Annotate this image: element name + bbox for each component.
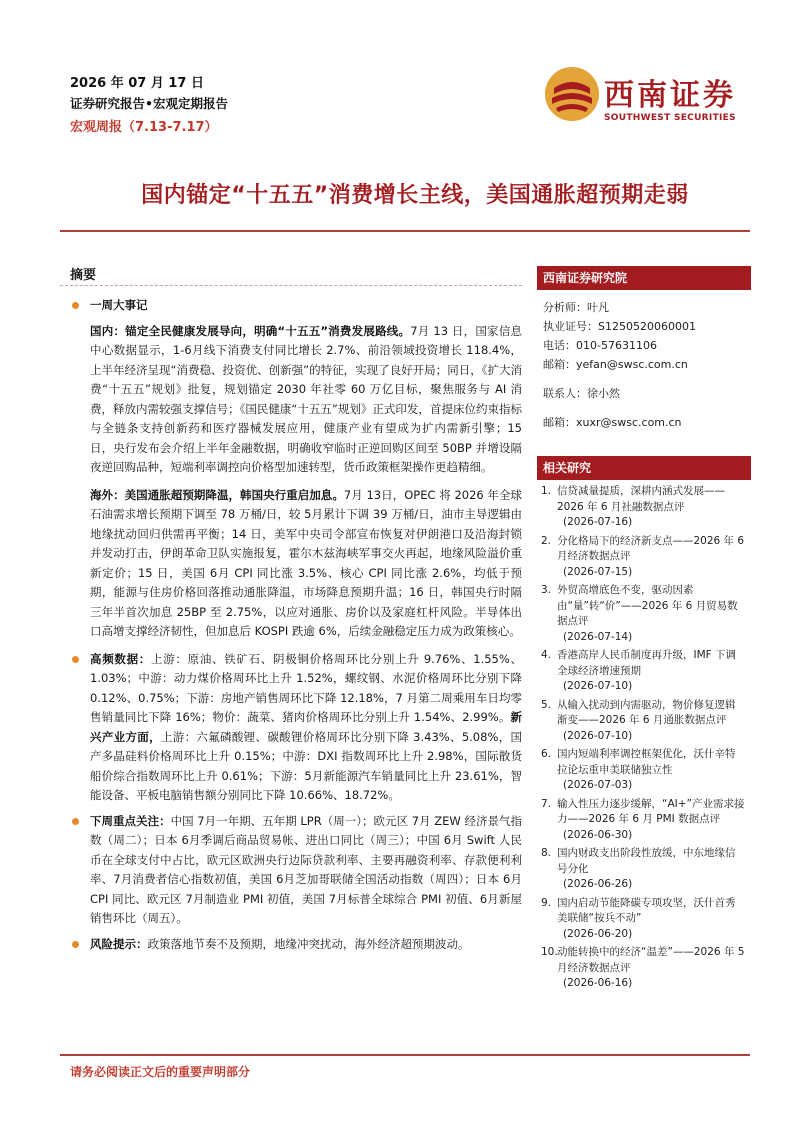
related-item-number: 8. xyxy=(541,847,552,859)
related-item-title: 从输入扰动到内需驱动，物价修复逻辑渐变——2026 年 6 月通胀数据点评 xyxy=(557,698,736,726)
abstract-divider xyxy=(60,285,522,286)
domestic-lead: 国内：锚定全民健康发展导向，明确“十五五”消费发展路线。 xyxy=(90,323,411,338)
related-item-number: 1. xyxy=(541,485,552,497)
bullet-risk xyxy=(70,935,522,955)
related-item-date: (2026-07-16) xyxy=(563,516,633,528)
bullet-next-week xyxy=(70,812,522,929)
domestic-text: 7月 13 日，国家信息中心数据显示，1-6月线下消费支付同比增长 2.7%、前沿领域投资增长 118.4%，上半年经济呈现“消费稳、投资优、创新强”的特征，实现了良好开局；同日，《扩大消费“十五五”规划》批复，规划锚定 2030 年社零 60 万亿目标，聚焦服务与 AI 消费，释放内需较强支撑信号；《国民健康“十五五”规划》正式印发，首提床位约束指标与全链条支持创新药和医疗器械发展应用，健康产业有望成为扩内需新引擎；15 日，央行发布会介绍上半年金融数据，明确收窄临时正逆回购区间至 50BP 并增设隔夜逆回购品种，短端利率调控向价格型加速转型，货币政策框架操作更趋精细。 xyxy=(90,323,522,474)
related-item-title: 信贷减量提质，深耕内涵式发展——2026 年 6 月社融数据点评 xyxy=(557,485,725,513)
overseas-text: 7月 13日，OPEC 将 2026 年全球石油需求增长预期下调至 78 万桶/日，较 5月累计下调 39 万桶/日，油市主导逻辑由地缘扰动回归供需再平衡；14 日，美军中央司令部宣布恢复对伊朗港口及沿海封锁并发动打击，伊朗革命卫队实施报复，霍尔木兹海峡军事交火再起，地缘风险溢价重新定价；15 日，美国 6月 CPI 同比涨 3.5%、核心 CPI 同比涨 2.6%，均低于预期，能源与住房价格回落推动通胀降温，市场降息预期升温；16 日，韩国央行时隔三年半首次加息 25BP 至 2.75%，以应对通胀、房价以及家庭杠杆风险。半导体出口高增支撑经济韧性，但加息后 KOSPI 跌逾 6%，后续金融稳定压力成为政策核心。 xyxy=(90,487,522,638)
related-item-title: 分化格局下的经济新支点——2026 年 6 月经济数据点评 xyxy=(557,534,745,562)
related-item-number: 9. xyxy=(541,896,552,909)
new-industry-lead: 新兴产业方面， xyxy=(90,710,522,744)
contact-name: 联系人：徐小然 xyxy=(543,387,620,400)
bullet-dot-icon xyxy=(72,656,79,663)
related-item-number: 5. xyxy=(541,698,552,711)
bullet-high-frequency xyxy=(70,650,522,806)
analyst-license: 执业证号：S1250520060001 xyxy=(543,320,696,333)
overseas-paragraph xyxy=(70,486,522,642)
related-item-number: 6. xyxy=(541,748,552,760)
hf-lead: 高频数据： xyxy=(90,651,152,666)
section-label: 一周大事记 xyxy=(90,298,148,312)
related-research-header: 相关研究 xyxy=(537,456,751,480)
logo-mark-icon xyxy=(544,66,600,122)
abstract-body xyxy=(70,296,522,960)
related-research-item[interactable] xyxy=(541,534,745,581)
related-research-item[interactable] xyxy=(541,797,745,844)
related-item-title: 国内启动节能降碳专项攻坚，沃什首秀美联储“按兵不动” xyxy=(557,896,736,924)
related-item-date: (2026-07-10) xyxy=(563,729,633,742)
new-industry-text: 上游：六氟磷酸锂、碳酸锂价格周环比分别下降 3.43%、5.08%，国产多晶硅料价格周环比上升 0.15%；中游：DXI 指数周环比上升 2.98%，国际散货船价综合指数周环比上升 0.61%；下游：5月新能源汽车销量同比上升 23.61%，智能设备、平板电脑销售额分别同比下降 10.66%、18.72%。 xyxy=(90,729,523,802)
abstract-heading: 摘要 xyxy=(70,268,97,283)
footer-disclaimer: 请务必阅读正文后的重要声明部分 xyxy=(70,1065,251,1079)
related-item-date: (2026-07-15) xyxy=(563,565,633,578)
related-research-item[interactable] xyxy=(541,648,745,695)
footer-divider xyxy=(60,1054,750,1056)
related-item-date: (2026-07-10) xyxy=(563,680,633,692)
risk-text: 政策落地节奏不及预期，地缘冲突扰动，海外经济超预期波动。 xyxy=(147,936,470,951)
related-item-number: 2. xyxy=(541,534,552,547)
related-item-number: 3. xyxy=(541,584,552,596)
analyst-email: 邮箱：yefan@swsc.com.cn xyxy=(543,358,688,371)
domestic-paragraph xyxy=(70,322,522,478)
institute-header: 西南证券研究院 xyxy=(537,266,751,290)
related-research-item[interactable] xyxy=(541,484,745,531)
bullet-dot-icon xyxy=(72,818,79,825)
sidebar xyxy=(537,266,751,995)
related-item-date: (2026-07-14) xyxy=(563,630,633,643)
related-item-title: 输入性压力逐步缓解，“AI+”产业需求接力——2026 年 6 月 PMI 数据点评 xyxy=(557,797,745,825)
related-research-item[interactable] xyxy=(541,747,745,794)
analyst-info xyxy=(537,290,751,432)
related-item-number: 4. xyxy=(541,649,552,661)
next-week-text: 中国 7月一年期、五年期 LPR（周一）；欧元区 7月 ZEW 经济景气指数（周二）；日本 6月季调后商品贸易帐、进出口同比（周三）；中国 6月 Swift 人民币在全球支付中占比，欧元区欧洲央行边际贷款利率、主要再融资利率、存款便利利率、7月消费者信心指数初值，美国 6月芝加哥联储全国活动指数（周四）；日本 6月 CPI 同比、欧元区 7月制造业 PMI 初值，美国 7月标普全球综合 PMI 初值、6月新屋销售环比（周五）。 xyxy=(90,813,522,925)
related-item-title: 香港高岸人民币制度再升级，IMF 下调全球经济增速预期 xyxy=(557,649,737,677)
related-research-list xyxy=(537,480,751,992)
bullet-weekly-events xyxy=(70,296,522,316)
report-type: 证券研究报告•宏观定期报告 xyxy=(70,96,228,111)
related-research-item[interactable] xyxy=(541,698,745,745)
next-week-lead: 下周重点关注： xyxy=(90,813,171,828)
hf-text: 上游：原油、铁矿石、阴极铜价格周环比分别上升 9.76%、1.55%、1.03%；中游：动力煤价格周环比上升 1.52%，螺纹钢、水泥价格周环比分别下降 0.12%、0.75%；下游：房地产销售周环比下降 12.18%，7 月第二周乘用车日均零售销量同比下降 16%；物价：蔬菜、猪肉价格周环比分别上升 1.54%、2.99%。 xyxy=(90,651,523,724)
related-item-number: 7. xyxy=(541,797,552,810)
logo-en-text: SOUTHWEST SECURITIES xyxy=(604,113,736,123)
bullet-dot-icon xyxy=(72,941,79,948)
report-date: 2026 年 07 月 17 日 xyxy=(70,76,204,91)
related-item-title: 国内财政支出阶段性放缓，中东地缘信号分化 xyxy=(557,847,736,875)
related-item-title: 国内短端利率调控框架优化，沃什辛特拉论坛重申美联储独立性 xyxy=(557,748,736,776)
logo-cn-text: 西南证券 xyxy=(604,78,736,113)
related-research-item[interactable] xyxy=(541,583,745,645)
related-research-item[interactable] xyxy=(541,896,745,943)
related-item-number: 10. xyxy=(541,946,558,958)
related-item-date: (2026-07-03) xyxy=(563,779,633,791)
related-item-title: 动能转换中的经济“温差”——2026 年 5 月经济数据点评 xyxy=(557,946,745,974)
related-research-item[interactable] xyxy=(541,846,745,893)
analyst-phone: 电话：010-57631106 xyxy=(543,339,657,352)
related-item-date: (2026-06-20) xyxy=(563,927,633,940)
related-item-date: (2026-06-30) xyxy=(563,828,633,841)
report-series: 宏观周报（7.13-7.17） xyxy=(70,120,218,135)
title-divider xyxy=(60,230,750,232)
overseas-lead: 海外：美国通胀超预期降温，韩国央行重启加息。 xyxy=(90,487,344,502)
report-title: 国内锚定“十五五”消费增长主线，美国通胀超预期走弱 xyxy=(141,183,689,208)
related-item-date: (2026-06-16) xyxy=(563,977,633,989)
related-research-item[interactable] xyxy=(541,945,745,992)
related-item-date: (2026-06-26) xyxy=(563,878,633,890)
analyst-name: 分析师：叶凡 xyxy=(543,301,609,314)
company-logo xyxy=(544,64,744,134)
related-item-title: 外贸高增底色不变，驱动因素由“量”转“价”——2026 年 6 月贸易数据点评 xyxy=(557,584,738,627)
risk-lead: 风险提示： xyxy=(90,936,148,951)
contact-email: 邮箱：xuxr@swsc.com.cn xyxy=(543,416,682,429)
bullet-dot-icon xyxy=(72,302,79,309)
